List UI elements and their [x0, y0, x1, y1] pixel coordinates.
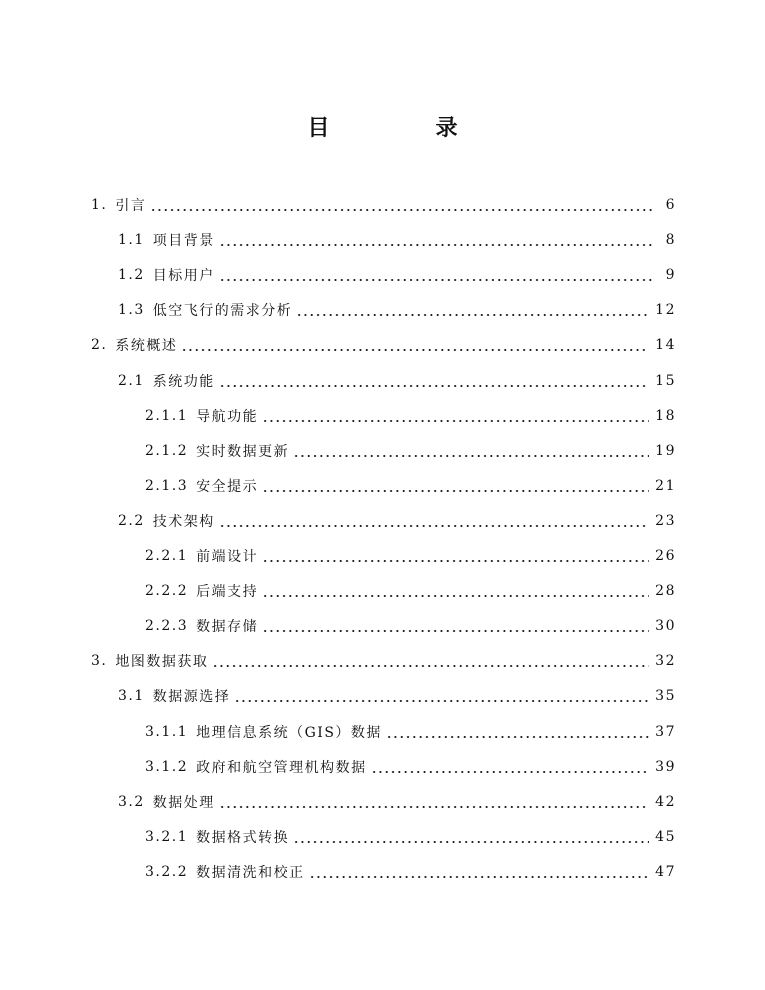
toc-entry-number: 3.1.1 [145, 723, 189, 740]
toc-entry[interactable] [91, 328, 676, 362]
toc-entry[interactable] [145, 609, 676, 643]
toc-entry-page-number: 28 [655, 583, 676, 600]
toc-entry[interactable] [145, 434, 676, 468]
toc-entry-title: 数据格式转换 [196, 829, 290, 846]
toc-entry[interactable] [118, 258, 676, 292]
toc-entry-title: 前端设计 [196, 549, 259, 565]
toc-entry-page-number: 12 [655, 302, 676, 319]
toc-entry[interactable] [145, 539, 676, 573]
toc-dot-leader [293, 838, 649, 846]
toc-dot-leader [296, 311, 649, 319]
toc-entry[interactable] [145, 399, 676, 433]
toc-entry-number: 2.2.1 [145, 548, 189, 564]
toc-dot-leader [219, 522, 649, 530]
toc-dot-leader [219, 382, 649, 390]
toc-entry[interactable] [145, 574, 676, 608]
toc-entry[interactable] [145, 855, 676, 889]
toc-entry-page-number: 14 [655, 337, 676, 354]
toc-entry[interactable] [145, 820, 676, 854]
toc-entry-number: 1.3 [118, 302, 145, 319]
toc-entry-number: 2.2.2 [145, 583, 189, 600]
toc-entry-number: 3.2.2 [145, 863, 189, 880]
toc-entry-number: 2.2.3 [145, 618, 189, 635]
toc-entry[interactable] [118, 223, 676, 257]
toc-entry[interactable] [118, 364, 676, 398]
toc-entry[interactable] [145, 469, 676, 503]
toc-entry-page-number: 47 [655, 863, 676, 880]
toc-entry-number: 3.1.2 [145, 758, 189, 775]
page-title: 目 录 [307, 116, 500, 141]
toc-dot-leader [212, 662, 649, 670]
toc-entry[interactable] [145, 715, 676, 749]
toc-entry[interactable] [118, 679, 676, 713]
toc-entry-page-number: 30 [655, 618, 676, 635]
toc-entry-title: 导航功能 [196, 408, 259, 425]
toc-dot-leader [262, 487, 649, 495]
toc-entry-page-number: 23 [655, 512, 676, 529]
toc-entry-page-number: 35 [655, 688, 676, 705]
toc-entry-title: 技术架构 [152, 513, 215, 530]
toc-entry-page-number: 39 [655, 758, 676, 775]
toc-entry-page-number: 45 [655, 828, 676, 845]
toc-entry-number: 1.1 [118, 232, 145, 249]
toc-entry-title: 实时数据更新 [196, 443, 290, 460]
toc-dot-leader [219, 241, 652, 249]
toc-dot-leader [181, 346, 649, 354]
toc-entry[interactable] [91, 188, 676, 222]
toc-dot-leader [262, 417, 649, 425]
toc-entry-page-number: 26 [655, 548, 676, 564]
toc-entry-page-number: 8 [665, 232, 676, 249]
toc-dot-leader [262, 592, 649, 600]
toc-entry-title: 系统功能 [152, 373, 215, 390]
toc-entry-title: 数据清洗和校正 [196, 864, 305, 881]
toc-entry-page-number: 37 [655, 723, 676, 740]
toc-entry-page-number: 42 [655, 793, 676, 810]
toc-entry-title: 地图数据获取 [115, 654, 209, 671]
toc-entry-page-number: 6 [665, 197, 676, 213]
toc-entry-title: 安全提示 [196, 478, 259, 495]
toc-dot-leader [262, 627, 649, 635]
toc-dot-leader [150, 206, 652, 214]
toc-entry-title: 地理信息系统（GIS）数据 [196, 724, 382, 741]
toc-dot-leader [262, 557, 649, 565]
toc-entry-number: 3.1 [118, 688, 145, 705]
toc-entry-number: 2.1 [118, 372, 145, 389]
toc-dot-leader [293, 452, 649, 460]
toc-dot-leader [219, 276, 652, 284]
toc-entry[interactable] [145, 750, 676, 784]
toc-entry-page-number: 18 [655, 407, 676, 424]
toc-dot-leader [386, 733, 649, 741]
toc-entry-title: 政府和航空管理机构数据 [196, 759, 367, 776]
toc-dot-leader [219, 803, 649, 811]
toc-entry-number: 2.1.3 [145, 477, 189, 494]
toc-entry[interactable] [118, 785, 676, 819]
toc-entry-number: 3.2 [118, 793, 145, 810]
toc-entry-number: 2. [91, 337, 108, 354]
toc-entry-title: 低空飞行的需求分析 [152, 303, 293, 320]
toc-entry-number: 1.2 [118, 267, 145, 284]
toc-entry-number: 2.1.1 [145, 407, 189, 424]
toc-entry[interactable] [91, 644, 676, 678]
toc-entry-page-number: 19 [655, 442, 676, 459]
toc-entry-number: 3. [91, 653, 108, 670]
toc-entry-number: 3.2.1 [145, 828, 189, 845]
toc-entry-page-number: 32 [655, 653, 676, 670]
toc-entry-title: 引言 [115, 198, 147, 214]
toc-dot-leader [234, 697, 649, 705]
toc-entry-page-number: 9 [665, 267, 676, 284]
toc-entry-title: 目标用户 [152, 268, 215, 285]
toc-entry-number: 2.2 [118, 512, 145, 529]
toc-entry-title: 后端支持 [196, 584, 259, 601]
toc-entry-title: 系统概述 [115, 338, 178, 355]
toc-entry[interactable] [118, 293, 676, 327]
toc-entry-page-number: 15 [655, 372, 676, 389]
toc-entry[interactable] [118, 504, 676, 538]
toc-entry-title: 项目背景 [152, 233, 215, 250]
toc-entry-number: 2.1.2 [145, 442, 189, 459]
toc-dot-leader [371, 768, 650, 776]
toc-entry-number: 1. [91, 197, 108, 213]
toc-dot-leader [309, 873, 650, 881]
toc-entry-title: 数据存储 [196, 619, 259, 636]
toc-entry-page-number: 21 [655, 477, 676, 494]
toc-entry-title: 数据源选择 [152, 689, 231, 706]
toc-entry-title: 数据处理 [152, 794, 215, 811]
